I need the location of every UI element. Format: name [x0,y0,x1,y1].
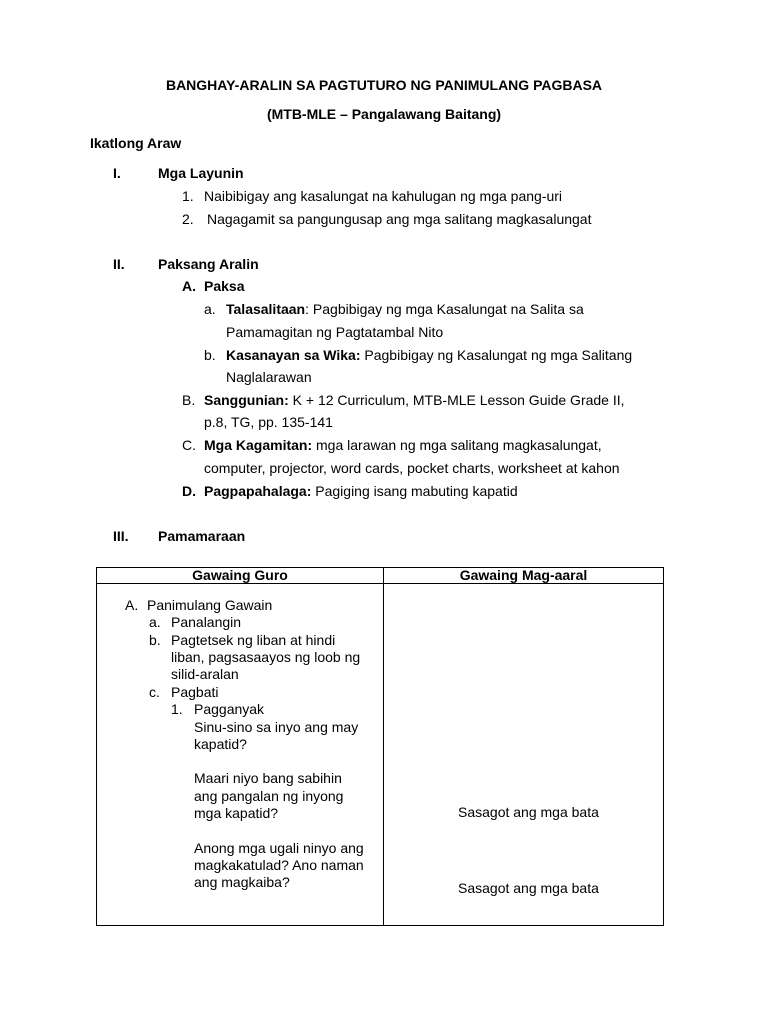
student-response: Sasagot ang mga bata [458,880,599,896]
paksa-item-description: : Pagbibigay ng mga Kasalungat na Salita sa [305,301,584,317]
section-three-title: Pamamaraan [158,528,246,544]
subsection-c-number: C. [182,437,196,453]
list-item-line: Pagtetsek ng liban at hindi [171,632,336,648]
subsection-b-continuation: p.8, TG, pp. 135-141 [204,414,333,430]
subsection-c-continuation: computer, projector, word cards, pocket charts, worksheet at kahon [204,460,620,476]
student-response: Sasagot ang mga bata [458,804,599,820]
lesson-procedure-table [96,567,664,926]
question-line: kapatid? [194,736,247,752]
list-marker: 1. [171,701,183,717]
list-item: Panalangin [171,614,242,630]
list-marker: c. [149,684,160,700]
question-line: ang magkaiba? [194,874,290,890]
objective-number: 1. [182,188,194,204]
paksa-item-continuation: Pamamagitan ng Pagtatambal Nito [226,324,444,340]
subsection-b-text [204,392,625,409]
day-label: Ikatlong Araw [90,135,182,151]
subsection-d-label: Pagpapahalaga: [204,483,312,499]
question-line: ang pangalan ng inyong [194,788,344,804]
paksa-item-continuation: Naglalarawan [226,369,312,385]
subsection-d-description: Pagiging isang mabuting kapatid [311,483,518,499]
list-item-line: silid-aralan [171,666,239,682]
teacher-activities-cell [97,584,384,926]
subsection-c-text [204,437,602,454]
section-two-title: Paksang Aralin [158,256,259,272]
subsection-b-number: B. [182,392,196,408]
objective-text: Naibibigay ang kasalungat na kahulugan ng mga pang-uri [204,188,563,204]
subsection-c-label: Mga Kagamitan: [204,437,313,453]
document-subtitle: (MTB-MLE – Pangalawang Baitang) [266,106,502,122]
question-line: Sinu-sino sa inyo ang may [194,719,359,735]
table-header-row [97,568,664,584]
paksa-item-text [226,301,584,318]
subsection-d-number: D. [182,483,196,499]
paksa-item-text [226,347,632,364]
paksa-item-number: a. [204,301,216,317]
question-line: mga kapatid? [194,805,279,821]
subsection-b-label: Sanggunian: [204,392,289,408]
subsection-c-description: mga larawan ng mga salitang magkasalungat, [312,437,602,453]
pagganyak-heading: Pagganyak [194,701,265,717]
paksa-item-label: Talasalitaan [226,301,306,317]
subsection-a-number: A. [182,278,196,294]
document-title: BANGHAY-ARALIN SA PAGTUTURO NG PANIMULANG PAGBASA [165,77,603,93]
panimulang-gawain-heading: Panimulang Gawain [147,597,273,613]
paksa-item-label: Kasanayan sa Wika: [226,347,361,363]
paksa-item-number: b. [204,347,216,363]
objective-number: 2. [182,211,194,227]
list-marker: a. [149,614,161,630]
table-row [97,584,664,926]
section-one-title: Mga Layunin [158,165,244,181]
list-item-line: liban, pagsasaayos ng loob ng [171,649,361,665]
objective-text: Nagagamit sa pangungusap ang mga salitang magkasalungat [207,211,592,227]
list-marker: A. [125,597,139,613]
subsection-b-description: K + 12 Curriculum, MTB-MLE Lesson Guide Grade II, [288,392,625,408]
subsection-a-title: Paksa [204,278,245,294]
question-line: Maari niyo bang sabihin [194,770,342,786]
student-activities-cell [384,584,664,926]
list-item: Pagbati [171,684,219,700]
question-line: Anong mga ugali ninyo ang [194,840,364,856]
list-marker: b. [149,632,161,648]
question-line: magkakatulad? Ano naman [194,857,364,873]
paksa-item-description: Pagbibigay ng Kasalungat ng mga Salitang [360,347,633,363]
section-one-number: I. [113,165,121,181]
header-gawaing-mag-aaral: Gawaing Mag-aaral [384,568,664,584]
subsection-d-text [204,483,518,500]
section-three-number: III. [113,528,129,544]
section-two-number: II. [113,256,125,272]
header-gawaing-guro: Gawaing Guro [97,568,384,584]
